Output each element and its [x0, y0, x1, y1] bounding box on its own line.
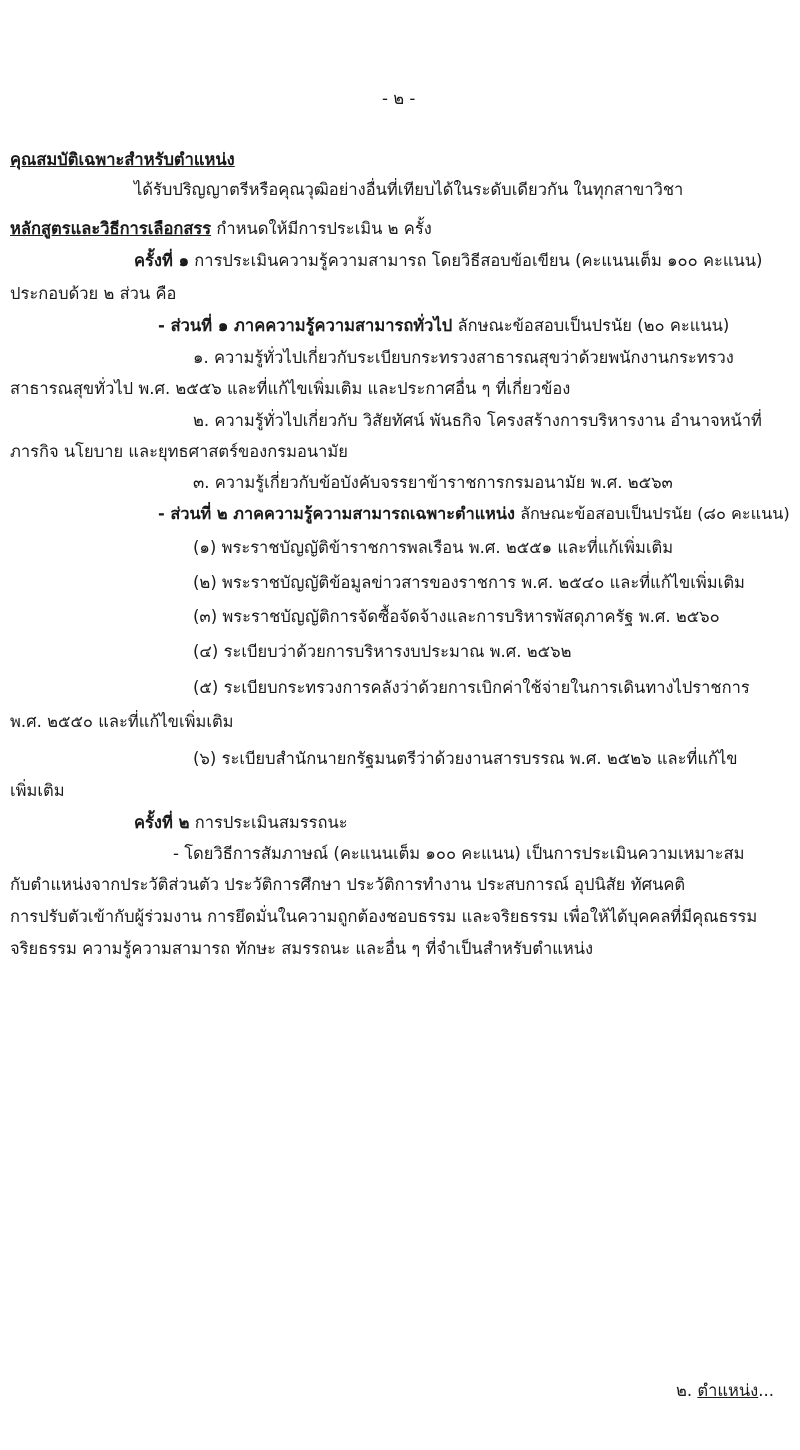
qualification-heading: คุณสมบัติเฉพาะสำหรับตำแหน่ง — [10, 150, 235, 169]
selection-heading: หลักสูตรและวิธีการเลือกสรร — [10, 219, 212, 238]
part1-label: - ส่วนที่ ๑ ภาคความรู้ความสามารถทั่วไป — [158, 316, 453, 335]
round1-label: ครั้งที่ ๑ — [134, 251, 190, 270]
round2-paragraph-line-2: กับตำแหน่งจากประวัติส่วนตัว ประวัติการศึกษา ประวัติการทำงาน ประสบการณ์ อุปนิสัย ทัศนคติ — [10, 875, 686, 894]
part2-item-5-cont: พ.ศ. ๒๕๕๐ และที่แก้ไขเพิ่มเติม — [10, 712, 234, 731]
part2-label: - ส่วนที่ ๒ ภาคความรู้ความสามารถเฉพาะตำแหน่ง — [158, 504, 515, 523]
part2-text: ลักษณะข้อสอบเป็นปรนัย (๘๐ คะแนน) — [514, 504, 790, 523]
next-prefix: ๒. — [676, 1381, 698, 1400]
part2-item-2: (๒) พระราชบัญญัติข้อมูลข่าวสารของราชการ พ.ศ. ๒๕๔๐ และที่แก้ไขเพิ่มเติม — [193, 573, 745, 592]
part2-item-3: (๓) พระราชบัญญัติการจัดซื้อจัดจ้างและการบริหารพัสดุภาครัฐ พ.ศ. ๒๕๖๐ — [193, 607, 720, 626]
selection-heading-rest: กำหนดให้มีการประเมิน ๒ ครั้ง — [211, 219, 432, 238]
round1-text-cont: ประกอบด้วย ๒ ส่วน คือ — [10, 284, 177, 303]
round2-text: การประเมินสมรรถนะ — [189, 813, 348, 832]
part1-text: ลักษณะข้อสอบเป็นปรนัย (๒๐ คะแนน) — [452, 316, 730, 335]
part1-item-2-cont: ภารกิจ นโยบาย และยุทธศาสตร์ของกรมอนามัย — [10, 442, 348, 461]
part2-item-4: (๔) ระเบียบว่าด้วยการบริหารงบประมาณ พ.ศ. ๒๕๖๒ — [193, 642, 572, 661]
part2-item-6: (๖) ระเบียบสำนักนายกรัฐมนตรีว่าด้วยงานสารบรรณ พ.ศ. ๒๕๒๖ และที่แก้ไข — [193, 749, 738, 768]
part1-item-1-cont: สาธารณสุขทั่วไป พ.ศ. ๒๕๕๖ และที่แก้ไขเพิ่มเติม และประกาศอื่น ๆ ที่เกี่ยวข้อง — [10, 379, 571, 398]
page-number: - ๒ - — [382, 89, 416, 108]
round1-text: การประเมินความรู้ความสามารถ โดยวิธีสอบข้อเขียน (คะแนนเต็ม ๑๐๐ คะแนน) — [189, 251, 763, 270]
round2-paragraph-line-4: จริยธรรม ความรู้ความสามารถ ทักษะ สมรรถนะ และอื่น ๆ ที่จำเป็นสำหรับตำแหน่ง — [10, 939, 594, 958]
part1-line — [158, 315, 729, 337]
selection-heading-line — [10, 218, 432, 240]
next-page-continuation — [676, 1380, 774, 1402]
next-dots: ... — [758, 1381, 774, 1400]
part1-item-1: ๑. ความรู้ทั่วไปเกี่ยวกับระเบียบกระทรวงสาธารณสุขว่าด้วยพนักงานกระทรวง — [193, 348, 734, 367]
part1-item-2: ๒. ความรู้ทั่วไปเกี่ยวกับ วิสัยทัศน์ พันธกิจ โครงสร้างการบริหารงาน อำนาจหน้าที่ — [193, 411, 762, 430]
round2-paragraph-line-1: - โดยวิธีการสัมภาษณ์ (คะแนนเต็ม ๑๐๐ คะแนน) เป็นการประเมินความเหมาะสม — [173, 844, 745, 863]
part2-item-5: (๕) ระเบียบกระทรวงการคลังว่าด้วยการเบิกค่าใช้จ่ายในการเดินทางไปราชการ — [193, 678, 750, 697]
part2-item-6-cont: เพิ่มเติม — [10, 781, 65, 800]
round2-paragraph-line-3: การปรับตัวเข้ากับผู้ร่วมงาน การยึดมั่นในความถูกต้องชอบธรรม และจริยธรรม เพื่อให้ได้บุคคลที่มีคุณธรรม — [10, 907, 758, 926]
round2-label: ครั้งที่ ๒ — [134, 813, 190, 832]
round2-line — [134, 812, 348, 834]
part2-line — [158, 503, 790, 525]
part2-item-1: (๑) พระราชบัญญัติข้าราชการพลเรือน พ.ศ. ๒๕๕๑ และที่แก้เพิ่มเติม — [193, 538, 674, 557]
next-word: ตำแหน่ง — [697, 1381, 759, 1400]
qualification-text: ได้รับปริญญาตรีหรือคุณวุฒิอย่างอื่นที่เทียบได้ในระดับเดียวกัน ในทุกสาขาวิชา — [134, 180, 684, 199]
part1-item-3: ๓. ความรู้เกี่ยวกับข้อบังคับจรรยาข้าราชการกรมอนามัย พ.ศ. ๒๕๖๓ — [193, 473, 673, 492]
round1-line — [134, 250, 762, 272]
